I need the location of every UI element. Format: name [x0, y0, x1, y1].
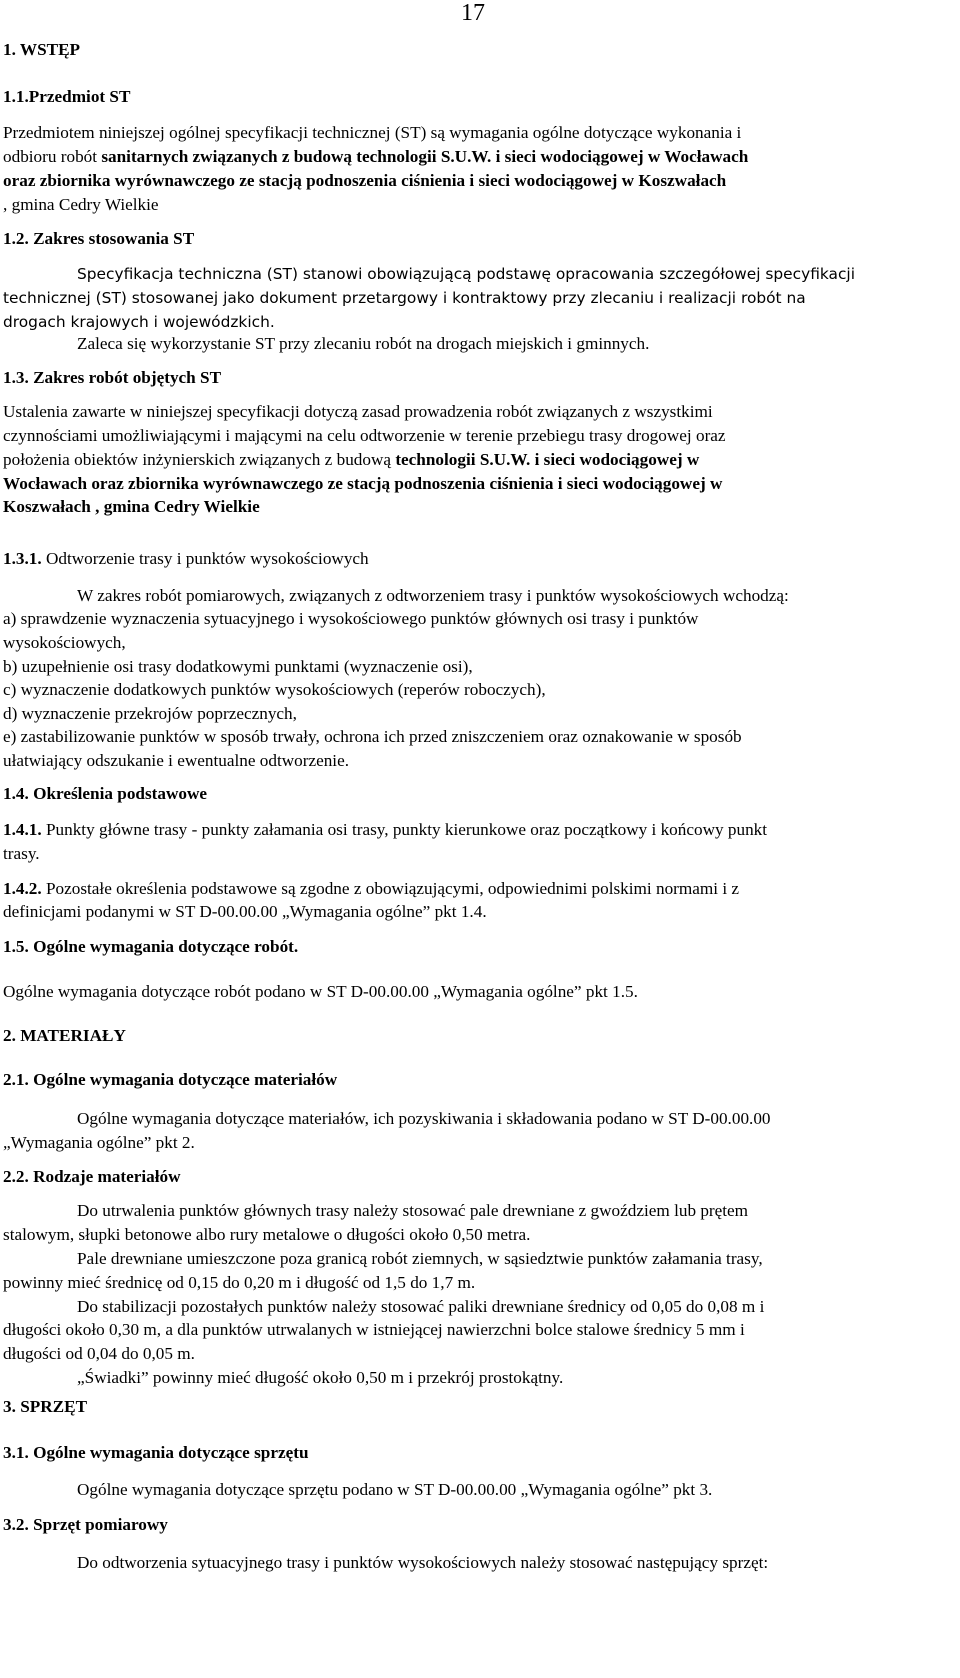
- section-title: Odtworzenie trasy i punktów wysokościowych: [45, 549, 369, 568]
- section-number: 1.3.1.: [3, 549, 46, 568]
- list-item: e) zastabilizowanie punktów w sposób trwały, ochrona ich przed zniszczeniem oraz oznakowanie w sposób: [3, 727, 742, 746]
- heading-sprzet: 3. SPRZĘT: [3, 1397, 88, 1416]
- paragraph-line: Ogólne wymagania dotyczące robót podano w ST D-00.00.00 „Wymagania ogólne” pkt 1.5.: [3, 982, 638, 1001]
- text-run: Punkty główne trasy - punkty załamania osi trasy, punkty kierunkowe oraz początkowy i końcowy punkt: [45, 820, 768, 839]
- paragraph-line: [3, 145, 748, 169]
- paragraph-line: definicjami podanymi w ST D-00.00.00 „Wymagania ogólne” pkt 1.4.: [3, 902, 487, 921]
- paragraph-line: czynnościami umożliwiającymi i mającymi na celu odtworzenie w terenie przebiegu trasy drogowej oraz: [3, 426, 726, 445]
- list-item: a) sprawdzenie wyznaczenia sytuacyjnego i wysokościowego punktów głównych osi trasy i punktów: [3, 609, 699, 628]
- section-number: 1.3.: [3, 368, 34, 387]
- heading-wstep: 1. WSTĘP: [3, 40, 81, 59]
- list-item: d) wyznaczenie przekrojów poprzecznych,: [3, 704, 297, 723]
- paragraph-line: Do stabilizacji pozostałych punktów należy stosować paliki drewniane średnicy od 0,05 do 0,08 m i: [77, 1297, 765, 1316]
- paragraph-line: Koszwałach , gmina Cedry Wielkie: [3, 497, 260, 516]
- heading-materialy: 2. MATERIAŁY: [3, 1026, 126, 1045]
- heading-2-1: 2.1. Ogólne wymagania dotyczące materiałów: [3, 1070, 338, 1089]
- section-number: 1.4.2.: [3, 879, 46, 898]
- heading-1-5: 1.5. Ogólne wymagania dotyczące robót.: [3, 937, 299, 956]
- heading-1-1: 1.1.Przedmiot ST: [3, 87, 131, 106]
- paragraph-line: powinny mieć średnicę od 0,15 do 0,20 m i długość od 1,5 do 1,7 m.: [3, 1273, 476, 1292]
- paragraph-line: , gmina Cedry Wielkie: [3, 195, 159, 214]
- paragraph-line: Ustalenia zawarte w niniejszej specyfikacji dotyczą zasad prowadzenia robót związanych z wszystkimi: [3, 402, 713, 421]
- paragraph-line: Wocławach oraz zbiornika wyrównawczego ze stacją podnoszenia ciśnienia i sieci wodociągowej w: [3, 474, 723, 493]
- paragraph-line: Zaleca się wykorzystanie ST przy zlecaniu robót na drogach miejskich i gminnych.: [77, 334, 650, 353]
- paragraph-line: „Wymagania ogólne” pkt 2.: [3, 1133, 195, 1152]
- heading-3-1: 3.1. Ogólne wymagania dotyczące sprzętu: [3, 1443, 309, 1462]
- paragraph-line: [3, 818, 767, 842]
- list-item: b) uzupełnienie osi trasy dodatkowymi punktami (wyznaczenie osi),: [3, 657, 473, 676]
- paragraph-line: oraz zbiornika wyrównawczego ze stacją podnoszenia ciśnienia i sieci wodociągowej w Koszwałach: [3, 171, 727, 190]
- heading-2-2: 2.2. Rodzaje materiałów: [3, 1167, 181, 1186]
- text-run: odbioru robót: [3, 147, 102, 166]
- paragraph-line: technicznej (ST) stosowanej jako dokument przetargowy i kontraktowy przy zlecaniu i realizacji robót na: [3, 289, 806, 307]
- paragraph-line: Specyfikacja techniczna (ST) stanowi obowiązującą podstawę opracowania szczegółowej specyfikacji: [77, 265, 855, 283]
- text-run-bold: sanitarnych związanych z budową technologii S.U.W. i sieci wodociągowej w Wocławach: [101, 147, 749, 166]
- section-title: Zakres robót objętych ST: [33, 368, 222, 387]
- paragraph-line: stalowym, słupki betonowe albo rury metalowe o długości około 0,50 metra.: [3, 1225, 531, 1244]
- paragraph-line: [3, 877, 739, 901]
- heading-3-2: 3.2. Sprzęt pomiarowy: [3, 1515, 168, 1534]
- heading-1-2: [3, 227, 194, 251]
- text-run: położenia obiektów inżynierskich związanych z budową: [3, 450, 396, 469]
- list-item-continued: wysokościowych,: [3, 633, 126, 652]
- paragraph-line: długości około 0,30 m, a dla punktów utrwalanych w istniejącej nawierzchni bolce stalowe średnicy 5 mm i: [3, 1320, 745, 1339]
- text-run: Pozostałe określenia podstawowe są zgodne z obowiązującymi, odpowiednimi polskimi normami i z: [45, 879, 740, 898]
- list-item: c) wyznaczenie dodatkowych punktów wysokościowych (reperów roboczych),: [3, 680, 546, 699]
- paragraph-line: trasy.: [3, 844, 40, 863]
- section-number: 1.2.: [3, 229, 34, 248]
- paragraph-line: Do odtworzenia sytuacyjnego trasy i punktów wysokościowych należy stosować następujący sprzęt:: [77, 1553, 769, 1572]
- paragraph-line: [3, 448, 699, 472]
- paragraph-line: Do utrwalenia punktów głównych trasy należy stosować pale drewniane z gwoździem lub prętem: [77, 1201, 749, 1220]
- paragraph-line: Przedmiotem niniejszej ogólnej specyfikacji technicznej (ST) są wymagania ogólne dotyczące wykonania i: [3, 123, 742, 142]
- heading-1-4: 1.4. Określenia podstawowe: [3, 784, 208, 803]
- text-run-bold: technologii S.U.W. i sieci wodociągowej w: [395, 450, 700, 469]
- paragraph-line: Pale drewniane umieszczone poza granicą robót ziemnych, w sąsiedztwie punktów załamania trasy,: [77, 1249, 763, 1268]
- heading-1-3-1: [3, 547, 369, 571]
- paragraph-line: Ogólne wymagania dotyczące sprzętu podano w ST D-00.00.00 „Wymagania ogólne” pkt 3.: [77, 1480, 713, 1499]
- paragraph-line: Ogólne wymagania dotyczące materiałów, ich pozyskiwania i składowania podano w ST D-00.00.00: [77, 1109, 771, 1128]
- paragraph-line: W zakres robót pomiarowych, związanych z odtworzeniem trasy i punktów wysokościowych wchodzą:: [77, 586, 789, 605]
- page-number: 17: [461, 0, 485, 26]
- section-number: 1.4.1.: [3, 820, 46, 839]
- paragraph-line: drogach krajowych i wojewódzkich.: [3, 313, 275, 331]
- section-title: Zakres stosowania ST: [33, 229, 195, 248]
- paragraph-line: „Świadki” powinny mieć długość około 0,50 m i przekrój prostokątny.: [77, 1368, 564, 1387]
- list-item-continued: ułatwiający odszukanie i ewentualne odtworzenie.: [3, 751, 349, 770]
- paragraph-line: długości od 0,04 do 0,05 m.: [3, 1344, 195, 1363]
- heading-1-3: [3, 366, 221, 390]
